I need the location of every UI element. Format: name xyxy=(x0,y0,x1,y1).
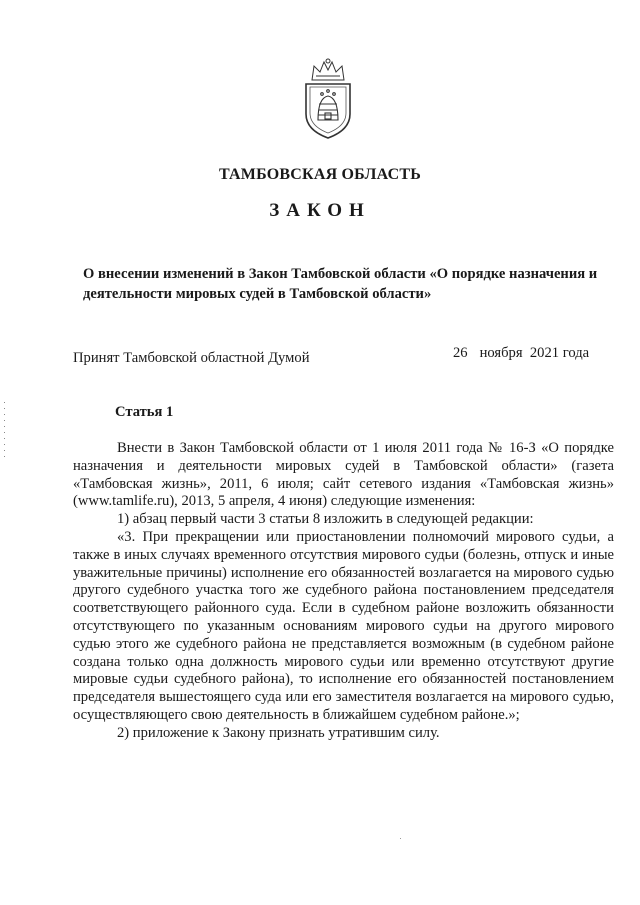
adopted-by-line: Принят Тамбовской областной Думой xyxy=(73,350,310,366)
adoption-date xyxy=(453,345,589,362)
article-body xyxy=(73,440,614,743)
law-heading: ЗАКОН xyxy=(269,200,371,221)
law-subject-title: О внесении изменений в Закон Тамбовской области «О порядке назначения и деятельности мировых судей в Тамбовской области» xyxy=(83,266,598,302)
article-heading: Статья 1 xyxy=(115,404,174,420)
scan-speck xyxy=(400,838,401,839)
scan-margin-marks xyxy=(4,400,6,460)
region-heading: ТАМБОВСКАЯ ОБЛАСТЬ xyxy=(218,166,422,183)
paragraph-quoted-text: «3. При прекращении или приостановлении полномочий мирового судьи, а также в иных случаях временного отсутствия мирового судьи (болезнь, отпуск и иные уважительные причины) исполнение его обязанностей возлагается на мирового судью другого судебного участка того же судебного района постановлением председателя соответствующего районного суда. Если в судебном районе возложить обязанности отсутствующего по указанным основаниям мирового судьи на другого мирового судью этого же судебного района не представляется возможным (в судебном районе создана только одна должность мирового судьи или временно отсутствуют другие мировые судьи судебного района), то исполнение его обязанностей постановлением председателя вышестоящего суда или его заместителя возлагается на мирового судью, осуществляющего свою деятельность в ближайшем судебном районе.»; xyxy=(73,528,614,723)
paragraph-item-2: 2) приложение к Закону признать утратившим силу. xyxy=(117,724,440,741)
paragraph-intro: Внести в Закон Тамбовской области от 1 июля 2011 года № 16-З «О порядке назначения и деятельности мировых судей в Тамбовской области» (газета «Тамбовская жизнь», 2011, 6 июля; сайт сетевого издания «Тамбовская жизнь» (www.tamlife.ru), 2013, 5 апреля, 4 июня) следующие изменения: xyxy=(73,440,614,510)
paragraph-item-1: 1) абзац первый части 3 статьи 8 изложить в следующей редакции: xyxy=(117,511,534,528)
coat-of-arms-icon xyxy=(300,58,356,140)
adoption-day: 26 xyxy=(453,345,468,361)
adoption-month-year: ноября 2021 года xyxy=(479,345,590,361)
